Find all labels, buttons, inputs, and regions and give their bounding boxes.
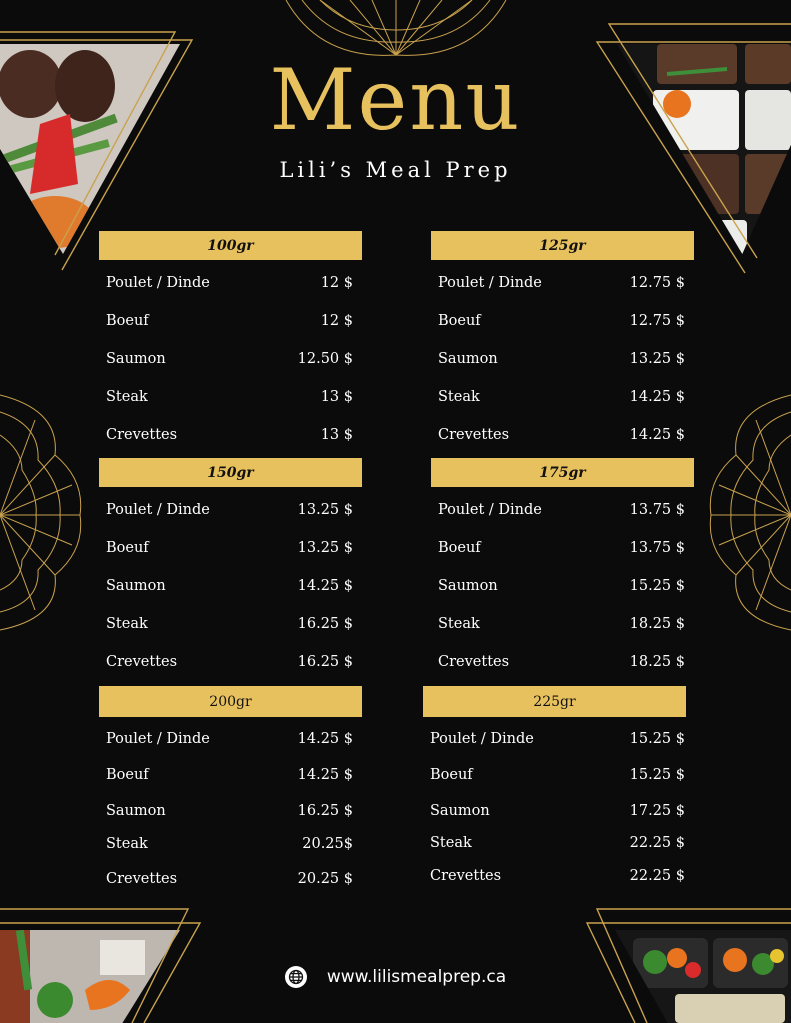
menu-items (99, 491, 362, 681)
section-header: 175gr (431, 458, 694, 487)
item-price: 15.25 $ (629, 731, 685, 747)
left-lattice-decoration (0, 390, 90, 635)
menu-item (423, 857, 694, 895)
item-name: Steak (438, 616, 480, 632)
item-name: Steak (106, 836, 148, 852)
footer (0, 966, 791, 988)
item-name: Saumon (438, 351, 498, 367)
item-name: Boeuf (106, 540, 149, 556)
item-price: 15.25 $ (629, 767, 685, 783)
top-fan-decoration (280, 0, 512, 58)
item-name: Poulet / Dinde (106, 502, 210, 518)
item-name: Saumon (430, 803, 490, 819)
menu-item (99, 491, 362, 529)
item-price: 13.75 $ (629, 540, 685, 556)
item-price: 13 $ (320, 427, 353, 443)
item-name: Crevettes (106, 427, 178, 443)
item-price: 18.25 $ (629, 654, 685, 670)
item-price: 13.75 $ (629, 502, 685, 518)
item-price: 14.25 $ (297, 767, 353, 783)
item-name: Saumon (438, 578, 498, 594)
item-price: 15.25 $ (629, 578, 685, 594)
gold-frame-bottom-left (0, 905, 205, 1023)
brand-subtitle: Lili’s Meal Prep (279, 158, 512, 182)
item-price: 20.25$ (302, 836, 353, 852)
item-name: Steak (106, 389, 148, 405)
item-name: Boeuf (106, 313, 149, 329)
item-price: 12.50 $ (297, 351, 353, 367)
section-200gr (99, 686, 362, 899)
item-name: Crevettes (106, 654, 178, 670)
item-price: 14.25 $ (297, 731, 353, 747)
section-header: 125gr (431, 231, 694, 260)
section-175gr (431, 458, 694, 681)
item-name: Crevettes (438, 427, 510, 443)
menu-item (431, 302, 694, 340)
item-price: 22.25 $ (629, 835, 685, 851)
item-name: Steak (106, 616, 148, 632)
item-price: 16.25 $ (297, 616, 353, 632)
item-name: Poulet / Dinde (438, 275, 542, 291)
globe-icon (285, 966, 307, 988)
item-name: Saumon (106, 578, 166, 594)
menu-item (99, 378, 362, 416)
item-name: Boeuf (106, 767, 149, 783)
section-header: 100gr (99, 231, 362, 260)
item-name: Boeuf (438, 540, 481, 556)
menu-item (431, 340, 694, 378)
item-name: Saumon (106, 803, 166, 819)
item-price: 16.25 $ (297, 803, 353, 819)
menu-items (431, 264, 694, 454)
item-price: 16.25 $ (297, 654, 353, 670)
menu-item (99, 859, 362, 899)
menu-item (431, 264, 694, 302)
menu-item (431, 643, 694, 681)
item-name: Boeuf (430, 767, 473, 783)
menu-item (423, 721, 694, 757)
menu-item (99, 340, 362, 378)
right-lattice-decoration (701, 390, 791, 635)
item-price: 13 $ (320, 389, 353, 405)
section-150gr (99, 458, 362, 681)
section-header: 150gr (99, 458, 362, 487)
item-price: 17.25 $ (629, 803, 685, 819)
item-price: 13.25 $ (629, 351, 685, 367)
menu-item (99, 643, 362, 681)
menu-item (99, 605, 362, 643)
item-price: 13.25 $ (297, 540, 353, 556)
section-header: 225gr (423, 686, 686, 717)
section-header: 200gr (99, 686, 362, 717)
menu-item (99, 829, 362, 859)
item-name: Poulet / Dinde (438, 502, 542, 518)
item-name: Steak (430, 835, 472, 851)
section-225gr-items (423, 721, 694, 895)
item-price: 12.75 $ (629, 313, 685, 329)
menu-item (423, 793, 694, 829)
item-price: 18.25 $ (629, 616, 685, 632)
menu-item (99, 757, 362, 793)
item-name: Crevettes (106, 871, 178, 887)
item-price: 14.25 $ (297, 578, 353, 594)
item-price: 14.25 $ (629, 389, 685, 405)
menu-item (99, 529, 362, 567)
menu-item (431, 491, 694, 529)
item-price: 12.75 $ (629, 275, 685, 291)
item-name: Steak (438, 389, 480, 405)
website-link[interactable]: www.lilismealprep.ca (326, 967, 507, 987)
menu-item (431, 605, 694, 643)
item-price: 14.25 $ (629, 427, 685, 443)
menu-item (99, 567, 362, 605)
menu-item (99, 721, 362, 757)
menu-item (99, 793, 362, 829)
item-name: Saumon (106, 351, 166, 367)
menu-item (99, 264, 362, 302)
menu-item (99, 302, 362, 340)
item-name: Boeuf (438, 313, 481, 329)
item-price: 13.25 $ (297, 502, 353, 518)
menu-item (431, 416, 694, 454)
item-price: 22.25 $ (629, 868, 685, 884)
item-price: 20.25 $ (297, 871, 353, 887)
item-name: Crevettes (438, 654, 510, 670)
menu-item (99, 416, 362, 454)
menu-items (431, 491, 694, 681)
menu-title: Menu (269, 51, 522, 149)
item-name: Crevettes (430, 868, 502, 884)
menu-items (99, 721, 362, 899)
menu-items (99, 264, 362, 454)
section-225gr (423, 686, 686, 717)
gold-frame-bottom-right (583, 905, 791, 1023)
item-price: 12 $ (320, 275, 353, 291)
item-name: Poulet / Dinde (106, 275, 210, 291)
item-name: Poulet / Dinde (430, 731, 534, 747)
section-100gr (99, 231, 362, 454)
item-name: Poulet / Dinde (106, 731, 210, 747)
item-price: 12 $ (320, 313, 353, 329)
menu-item (423, 829, 694, 857)
section-125gr (431, 231, 694, 454)
menu-item (431, 529, 694, 567)
menu-item (431, 567, 694, 605)
menu-item (423, 757, 694, 793)
menu-item (431, 378, 694, 416)
